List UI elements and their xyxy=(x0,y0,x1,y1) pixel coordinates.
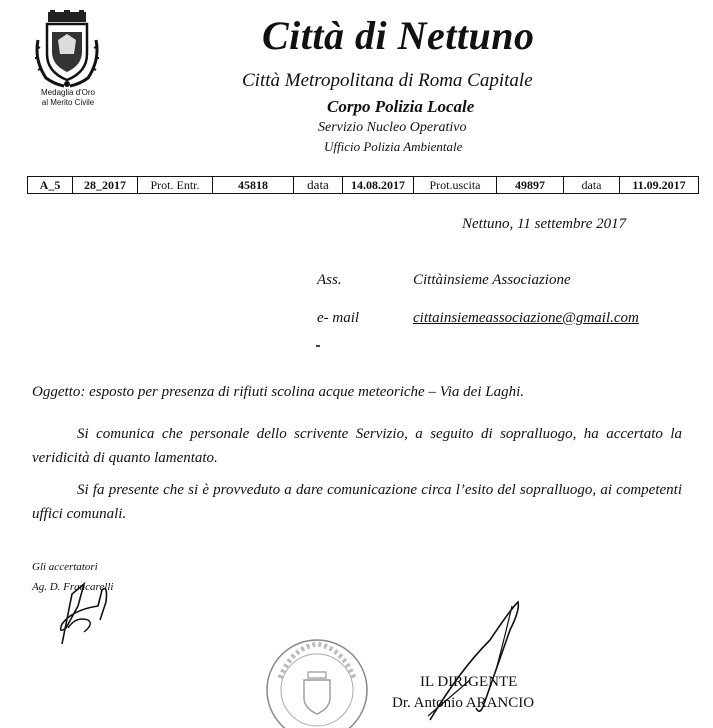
protocol-exit-label: Prot.uscita xyxy=(414,177,497,194)
scan-mark xyxy=(316,345,320,347)
medal-caption-line2: al Merito Civile xyxy=(41,98,95,107)
metro-subtitle: Città Metropolitana di Roma Capitale xyxy=(242,70,533,91)
body-paragraph-1 xyxy=(32,422,682,470)
protocol-table xyxy=(27,176,699,194)
accertatori-label: Gli accertatori xyxy=(32,561,98,573)
protocol-entry-date: 14.08.2017 xyxy=(343,177,414,194)
body-paragraph-2 xyxy=(32,478,682,526)
recipient-name: Cittàinsieme Associazione xyxy=(413,272,571,288)
protocol-exit-date-label: data xyxy=(564,177,620,194)
city-title: Città di Nettuno xyxy=(262,13,535,58)
body-paragraph-2-text: Si fa presente che si è provveduto a dare comunicazione circa l’esito del sopralluogo, ai competenti uffici comunali. xyxy=(32,482,682,522)
protocol-exit-date: 11.09.2017 xyxy=(620,177,699,194)
city-crest-icon xyxy=(34,10,100,88)
dirigente-name: Dr. Antonio ARANCIO xyxy=(392,695,535,711)
subject-line: Oggetto: esposto per presenza di rifiuti scolina acque meteoriche – Via dei Laghi. xyxy=(32,384,525,400)
body-paragraph-1-text: Si comunica che personale dello scrivente Servizio, a seguito di sopralluogo, ha accertato la veridicità di quanto lamentato. xyxy=(32,426,682,466)
official-stamp-icon xyxy=(262,628,372,728)
protocol-code: A_5 xyxy=(28,177,73,194)
medal-caption-line1: Medaglia d'Oro xyxy=(41,88,95,97)
corpo-subtitle: Corpo Polizia Locale xyxy=(327,97,475,116)
protocol-entry-date-label: data xyxy=(294,177,343,194)
servizio-subtitle: Servizio Nucleo Operativo xyxy=(318,120,467,135)
dirigente-title: IL DIRIGENTE xyxy=(420,674,518,690)
ufficio-subtitle: Ufficio Polizia Ambientale xyxy=(324,139,463,154)
protocol-exit-number: 49897 xyxy=(497,177,564,194)
place-date: Nettuno, 11 settembre 2017 xyxy=(462,216,627,232)
accertatore-signature xyxy=(28,576,138,646)
protocol-entry-label: Prot. Entr. xyxy=(138,177,213,194)
email-label: e- mail xyxy=(317,310,360,326)
email-link[interactable]: cittainsiemeassociazione@gmail.com xyxy=(413,310,639,326)
recipient-label: Ass. xyxy=(317,272,342,288)
protocol-entry-number: 45818 xyxy=(213,177,294,194)
accertatori-name: Ag. D. Francarelli xyxy=(32,581,114,593)
protocol-row xyxy=(28,177,699,194)
protocol-number: 28_2017 xyxy=(73,177,138,194)
